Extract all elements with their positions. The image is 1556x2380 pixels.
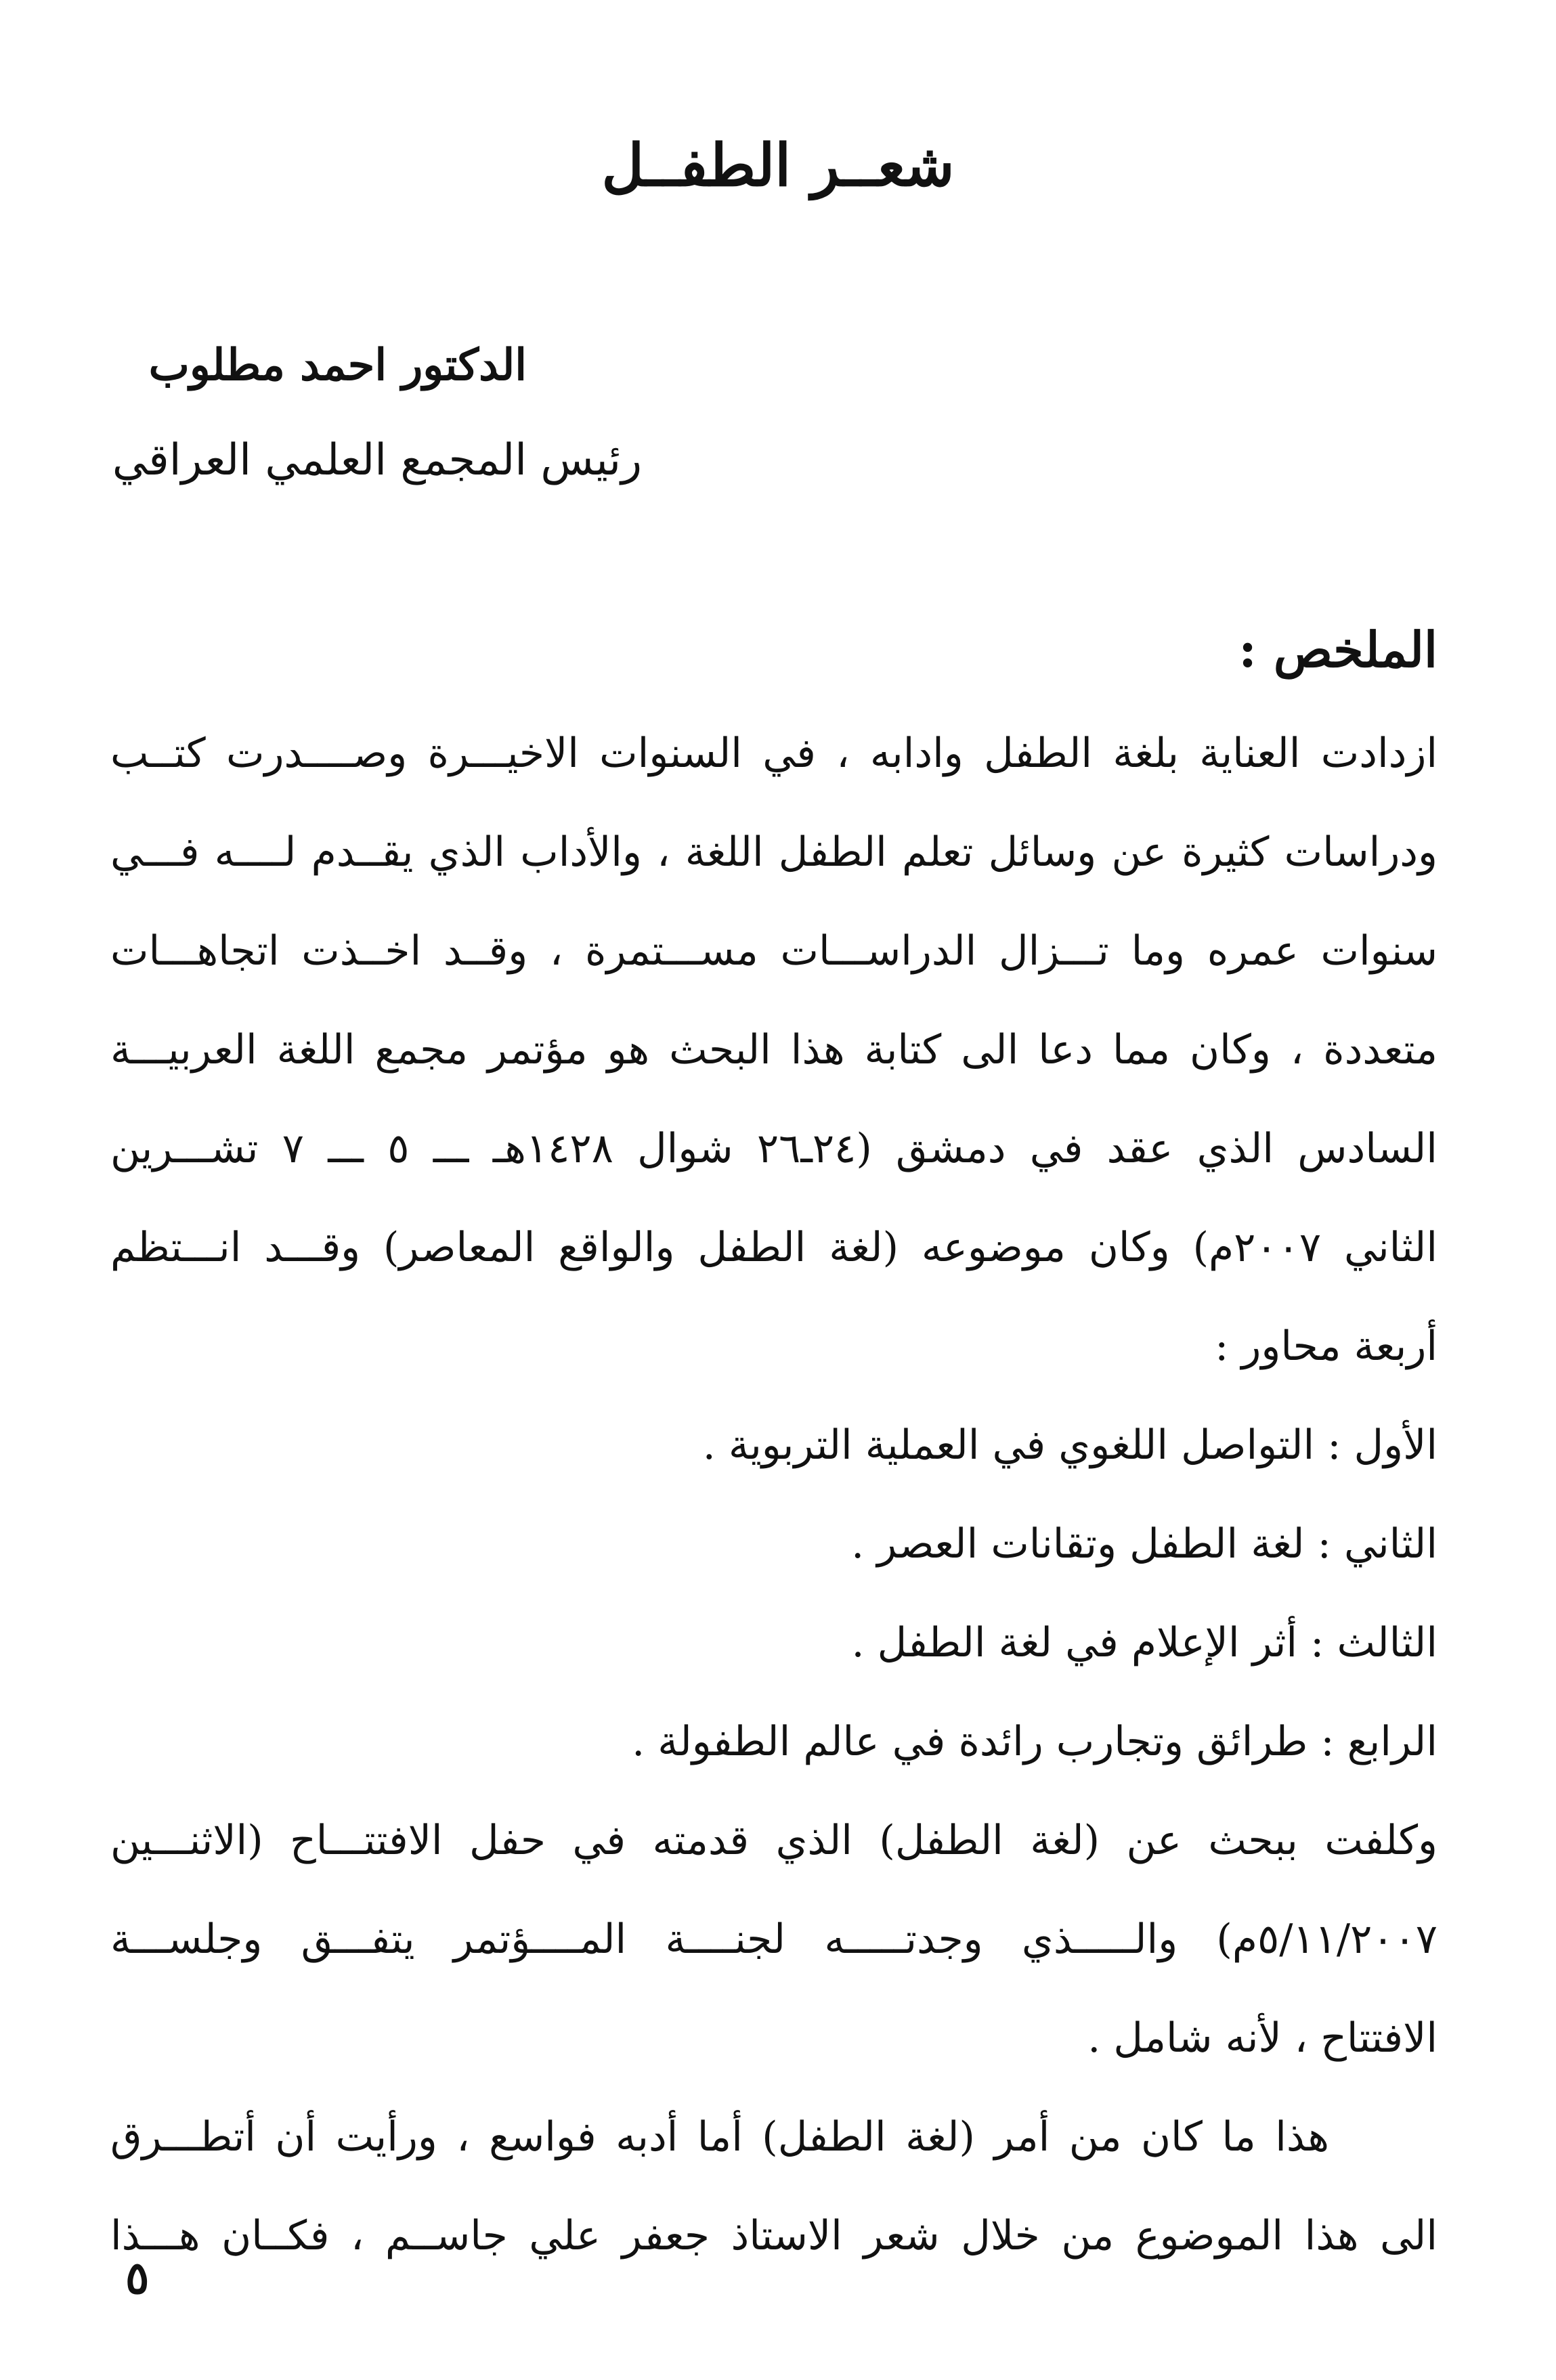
text-line: متعددة ، وكان مما دعا الى كتابة هذا البحث هو مؤتمر مجمع اللغة العربيـــة [110, 1026, 1438, 1074]
author-name: الدكتور احمد مطلوب [148, 340, 527, 391]
text-line: الثاني ٢٠٠٧م) وكان موضوعه (لغة الطفل والواقع المعاصر) وقـــد انـــتظم [110, 1224, 1438, 1271]
text-line: السادس الذي عقد في دمشق (٢٤ـ٢٦ شوال ١٤٢٨هـ ـــ ٥ ـــ ٧ تشـــرين [110, 1125, 1438, 1172]
page-title: شعــر الطفــل [601, 131, 955, 200]
text-line: أربعة محاور : [1215, 1323, 1438, 1370]
text-line: الافتتاح ، لأنه شامل . [1087, 2014, 1438, 2062]
list-item: الأول : التواصل اللغوي في العملية التربوية . [702, 1422, 1438, 1469]
abstract-body [110, 704, 1438, 2285]
text-line: ٥/١١/٢٠٠٧م) والـــــذي وجدتـــــه لجنــــة المــــؤتمر يتفـــق وجلســـة [110, 1916, 1438, 1963]
text-line: هذا ما كان من أمر (لغة الطفل) أما أدبه فواسع ، ورأيت أن أتطـــرق [110, 2113, 1329, 2161]
abstract-heading: الملخص : [1238, 621, 1438, 678]
text-line: ازدادت العناية بلغة الطفل وادابه ، في السنوات الاخيـــرة وصــــدرت كتــب [110, 730, 1438, 777]
list-item: الثالث : أثر الإعلام في لغة الطفل . [851, 1619, 1438, 1667]
page-number: ٥ [125, 2251, 150, 2304]
author-role: رئيس المجمع العلمي العراقي [112, 435, 642, 485]
text-line: الى هذا الموضوع من خلال شعر الاستاذ جعفر علي جاســم ، فكــان هـــذا [110, 2212, 1438, 2260]
text-line: وكلفت ببحث عن (لغة الطفل) الذي قدمته في حفل الافتتـــاح (الاثنـــين [110, 1817, 1438, 1864]
text-line: سنوات عمره وما تـــزال الدراســـات مســـتمرة ، وقــد اخــذت اتجاهـــات [110, 927, 1438, 975]
list-item: الثاني : لغة الطفل وتقانات العصر . [851, 1520, 1438, 1568]
text-line: ودراسات كثيرة عن وسائل تعلم الطفل اللغة ، والأداب الذي يقــدم لــــه فـــي [110, 829, 1438, 876]
list-item: الرابع : طرائق وتجارب رائدة في عالم الطفولة . [632, 1718, 1438, 1765]
